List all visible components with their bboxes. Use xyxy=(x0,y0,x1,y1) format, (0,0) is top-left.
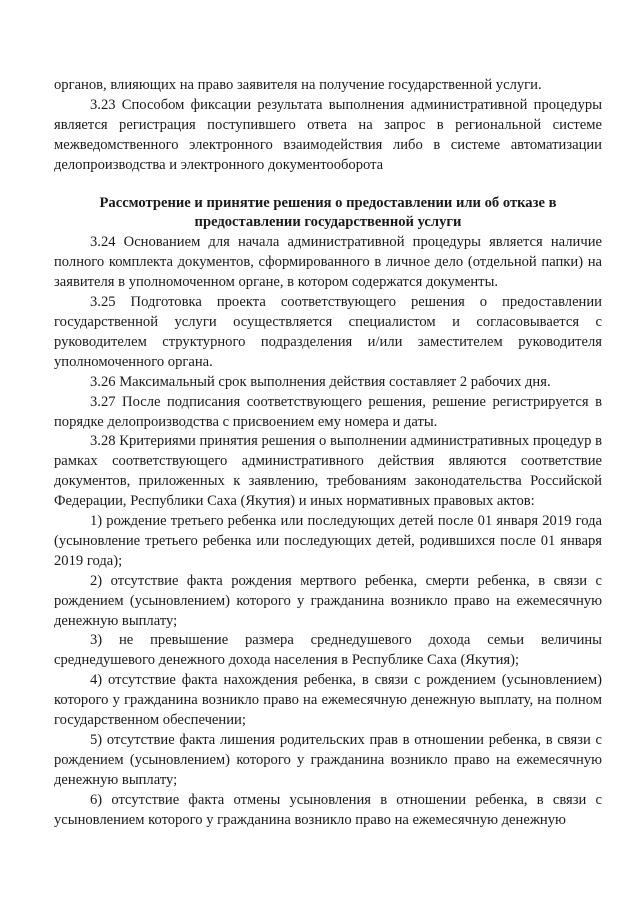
list-item-5: 5) отсутствие факта лишения родительских прав в отношении ребенка, в связи с рождением (усыновлением) которого у гражданина возникло право на ежемесячную денежную выплату; xyxy=(54,732,602,788)
list-item-2: 2) отсутствие факта рождения мертвого ребенка, смерти ребенка, в связи с рождением (усыновлением) которого у гражданина возникло право на ежемесячную денежную выплату; xyxy=(54,572,602,629)
paragraph-continuation: органов, влияющих на право заявителя на получение государственной услуги. xyxy=(54,77,542,93)
paragraph-3-26: 3.26 Максимальный срок выполнения действия составляет 2 рабочих дня. xyxy=(90,373,551,390)
paragraph-3-24: 3.24 Основанием для начала административной процедуры является наличие полного комплекта документов, сформированного в личное дело (отдельной папки) на заявителя в уполномоченном органе, в котором содержатся документы. xyxy=(54,234,602,291)
section-heading: Рассмотрение и принятие решения о предоставлении или об отказе в предоставлении государственной услуги xyxy=(99,194,557,231)
paragraph-3-27: 3.27 После подписания соответствующего решения, решение регистрируется в порядке делопроизводства с присвоением ему номера и даты. xyxy=(54,393,602,430)
list-item-3: 3) не превышение размера среднедушевого дохода семьи величины среднедушевого денежного дохода населения в Республике Саха (Якутия); xyxy=(54,632,602,669)
document-page xyxy=(54,76,602,831)
list-item-6: 6) отсутствие факта отмены усыновления в отношении ребенка, в связи с усыновлением которого у гражданина возникло право на ежемесячную денежную xyxy=(54,791,602,828)
list-item-1: 1) рождение третьего ребенка или последующих детей после 01 января 2019 года (усыновление третьего ребенка или последующих детей, родившихся после 01 января 2019 года); xyxy=(54,513,602,569)
paragraph-3-23: 3.23 Способом фиксации результата выполнения административной процедуры является регистрация поступившего ответа на запрос в региональной системе межведомственного электронного взаимодействия либо в системе автоматизации делопроизводства и электронного документооборота xyxy=(54,96,602,173)
list-item-4: 4) отсутствие факта нахождения ребенка, в связи с рождением (усыновлением) которого у гражданина возникло право на ежемесячную денежную выплату, на полном государственном обеспечении; xyxy=(54,672,602,729)
paragraph-3-28: 3.28 Критериями принятия решения о выполнении административных процедур в рамках соответствующего административного действия являются соответствие документов, приложенных к заявлению, требованиям законодательства Российской Федерации, Республики Саха (Якутия) и иных нормативных правовых актов: xyxy=(54,433,602,510)
paragraph-3-25: 3.25 Подготовка проекта соответствующего решения о предоставлении государственной услуги осуществляется специалистом и согласовывается с руководителем структурного подразделения и/или заместителем руководителя уполномоченного органа. xyxy=(54,294,602,370)
